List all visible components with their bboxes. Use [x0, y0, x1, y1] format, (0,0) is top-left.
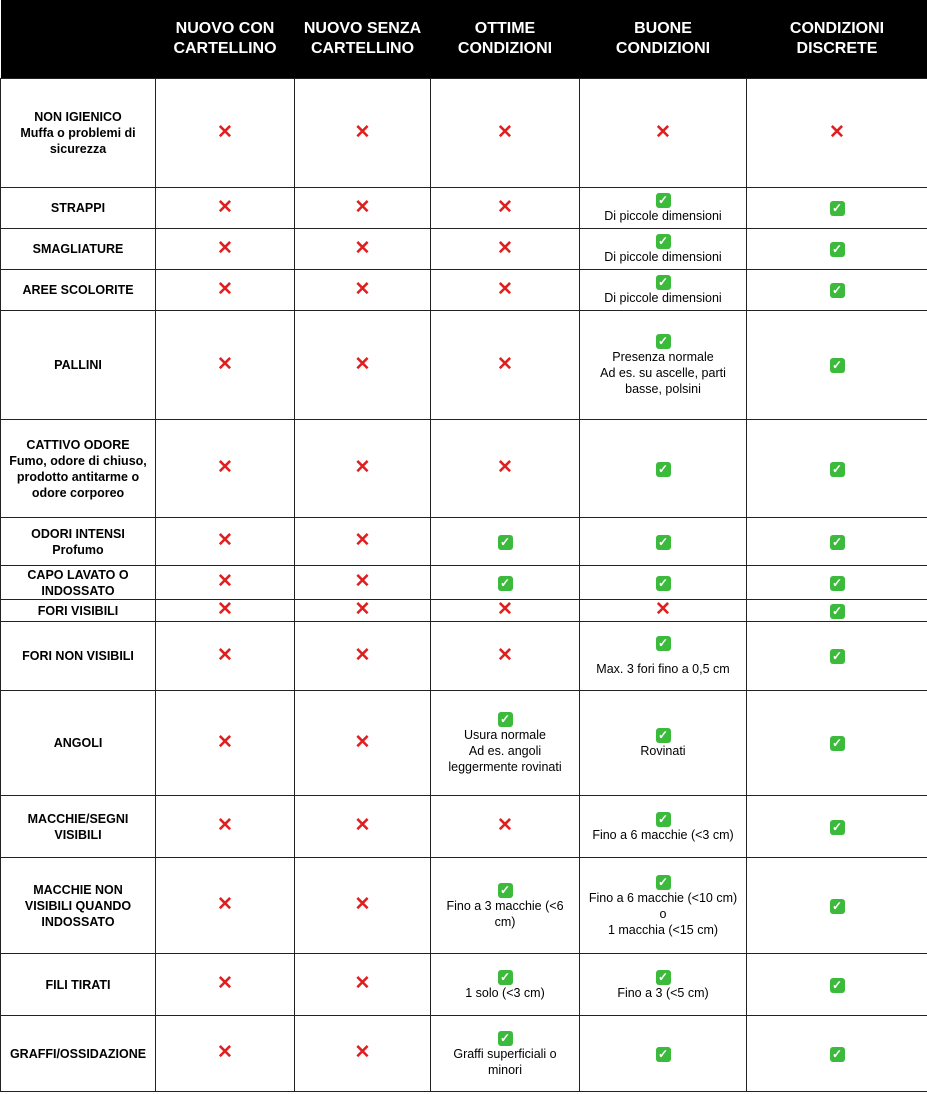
cross-mark-icon: ✕ — [655, 599, 671, 620]
table-cell — [156, 954, 295, 1016]
row-label — [1, 691, 156, 796]
table-row — [1, 518, 927, 566]
table-cell — [156, 600, 295, 622]
cross-mark-icon: ✕ — [217, 599, 233, 620]
header-row — [1, 0, 927, 79]
row-label-line: FORI VISIBILI — [37, 603, 119, 618]
row-label — [1, 796, 156, 858]
check-mark-icon: ✓ — [830, 736, 845, 751]
cross-mark-icon: ✕ — [497, 278, 513, 300]
cross-mark-icon: ✕ — [217, 196, 233, 218]
check-mark-icon: ✓ — [830, 820, 845, 835]
table-cell — [156, 188, 295, 229]
table-cell — [431, 270, 580, 311]
table-cell — [156, 858, 295, 954]
column-header — [295, 0, 431, 79]
check-mark-icon: ✓ — [656, 875, 671, 890]
cross-mark-icon: ✕ — [354, 894, 371, 915]
table-row — [1, 622, 927, 691]
table-row — [1, 691, 927, 796]
check-mark-icon: ✓ — [830, 604, 845, 619]
table-cell — [747, 518, 927, 566]
table-cell — [431, 311, 580, 420]
table-cell — [747, 79, 927, 188]
cross-mark-icon: ✕ — [217, 894, 233, 915]
table-cell — [580, 566, 747, 600]
column-header-line: CARTELLINO — [310, 40, 415, 57]
table-cell — [295, 229, 431, 270]
cell-note: Di piccole dimensioni — [604, 291, 722, 305]
table-cell — [156, 622, 295, 691]
row-label-line: FILI TIRATI — [45, 977, 111, 992]
column-header-line: BUONE — [634, 20, 692, 37]
table-cell — [580, 600, 747, 622]
cell-note: Fino a 6 macchie (<10 cm) — [588, 890, 738, 905]
table-cell — [747, 1016, 927, 1092]
cross-mark-icon: ✕ — [655, 121, 671, 143]
cross-mark-icon: ✕ — [354, 353, 371, 375]
table-cell — [747, 270, 927, 311]
cross-mark-icon: ✕ — [354, 278, 371, 300]
table-cell — [295, 796, 431, 858]
check-mark-icon: ✓ — [498, 970, 513, 985]
table-cell — [156, 566, 295, 600]
table-cell — [295, 858, 431, 954]
table-row — [1, 188, 927, 229]
row-label-line: FORI NON VISIBILI — [22, 649, 134, 663]
row-label-line: Muffa o problemi di — [20, 126, 136, 140]
cross-mark-icon: ✕ — [217, 457, 233, 478]
table-cell — [156, 79, 295, 188]
table-cell — [295, 566, 431, 600]
table-cell — [295, 622, 431, 691]
cell-note: Rovinati — [640, 744, 686, 758]
cell-note: 1 macchia (<15 cm) — [607, 922, 719, 937]
cell-note: Usura normale — [464, 728, 546, 742]
row-label — [1, 420, 156, 518]
table-cell — [156, 1016, 295, 1092]
row-label — [1, 858, 156, 954]
row-label-line: CAPO LAVATO O — [27, 567, 129, 582]
cross-mark-icon: ✕ — [497, 457, 513, 478]
table-cell — [156, 420, 295, 518]
row-label-line: SMAGLIATURE — [32, 242, 124, 256]
row-label-line: VISIBILI QUANDO — [24, 898, 132, 913]
table-cell — [580, 954, 747, 1016]
row-label-line: MACCHIE NON — [33, 882, 123, 897]
table-row — [1, 311, 927, 420]
cross-mark-icon: ✕ — [497, 644, 513, 666]
table-cell — [580, 270, 747, 311]
row-label — [1, 270, 156, 311]
check-mark-icon: ✓ — [830, 535, 845, 550]
cross-mark-icon: ✕ — [829, 121, 845, 143]
check-mark-icon: ✓ — [656, 636, 671, 651]
check-mark-icon: ✓ — [830, 242, 845, 257]
cross-mark-icon: ✕ — [354, 196, 371, 218]
table-row — [1, 600, 927, 622]
row-label — [1, 229, 156, 270]
table-cell — [295, 518, 431, 566]
column-header-line: CONDIZIONI — [615, 40, 711, 57]
cross-mark-icon: ✕ — [497, 815, 513, 836]
cell-note: cm) — [494, 914, 516, 929]
table-cell — [580, 858, 747, 954]
check-mark-icon: ✓ — [656, 970, 671, 985]
row-label-line: ANGOLI — [53, 736, 103, 750]
cross-mark-icon: ✕ — [497, 353, 513, 375]
table-row — [1, 79, 927, 188]
table-cell — [431, 229, 580, 270]
table-cell — [431, 954, 580, 1016]
row-label — [1, 1016, 156, 1092]
table-body — [1, 79, 927, 1092]
column-header-line: NUOVO CON — [175, 20, 275, 37]
table-cell — [295, 1016, 431, 1092]
cell-note: Graffi superficiali o — [453, 1046, 557, 1061]
cross-mark-icon: ✕ — [497, 196, 513, 218]
table-cell — [580, 311, 747, 420]
cross-mark-icon: ✕ — [217, 353, 233, 375]
check-mark-icon: ✓ — [656, 462, 671, 477]
table-cell — [580, 796, 747, 858]
column-header-line: DISCRETE — [796, 40, 878, 57]
cross-mark-icon: ✕ — [354, 644, 371, 666]
table-cell — [156, 518, 295, 566]
cross-mark-icon: ✕ — [217, 731, 233, 753]
table-cell — [747, 420, 927, 518]
cross-mark-icon: ✕ — [217, 237, 233, 259]
cross-mark-icon: ✕ — [354, 457, 371, 478]
cross-mark-icon: ✕ — [354, 599, 371, 620]
cell-note: Di piccole dimensioni — [604, 250, 722, 264]
cell-note: basse, polsini — [625, 382, 701, 396]
table-cell — [580, 229, 747, 270]
check-mark-icon: ✓ — [830, 462, 845, 477]
check-mark-icon: ✓ — [830, 1047, 845, 1062]
table-cell — [580, 622, 747, 691]
row-label — [1, 600, 156, 622]
table-cell — [156, 270, 295, 311]
row-label — [1, 79, 156, 188]
table-cell — [431, 188, 580, 229]
table-cell — [747, 954, 927, 1016]
table-cell — [295, 600, 431, 622]
cross-mark-icon: ✕ — [354, 237, 371, 259]
table-cell — [747, 796, 927, 858]
table-cell — [431, 566, 580, 600]
table-row — [1, 858, 927, 954]
row-label-line: NON IGIENICO — [34, 110, 122, 124]
check-mark-icon: ✓ — [830, 283, 845, 298]
check-mark-icon: ✓ — [656, 234, 671, 249]
table-row — [1, 796, 927, 858]
table-cell — [156, 229, 295, 270]
table-row — [1, 229, 927, 270]
cross-mark-icon: ✕ — [217, 973, 233, 994]
table-row — [1, 566, 927, 600]
cell-note: Ad es. angoli — [468, 744, 542, 758]
cross-mark-icon: ✕ — [217, 121, 233, 143]
check-mark-icon: ✓ — [656, 576, 671, 591]
table-cell — [431, 691, 580, 796]
check-mark-icon: ✓ — [830, 978, 845, 993]
row-label-line: MACCHIE/SEGNI — [27, 811, 129, 826]
row-label-line: STRAPPI — [50, 201, 106, 215]
table-cell — [431, 796, 580, 858]
table-cell — [431, 518, 580, 566]
table-cell — [156, 691, 295, 796]
table-cell — [580, 691, 747, 796]
check-mark-icon: ✓ — [498, 535, 513, 550]
row-label-line: CATTIVO ODORE — [26, 437, 130, 452]
row-label — [1, 188, 156, 229]
row-label — [1, 518, 156, 566]
cell-note: o — [659, 906, 667, 921]
row-label-line: GRAFFI/OSSIDAZIONE — [9, 1046, 147, 1061]
cross-mark-icon: ✕ — [354, 731, 371, 753]
check-mark-icon: ✓ — [830, 358, 845, 373]
table-row — [1, 270, 927, 311]
row-label — [1, 622, 156, 691]
cross-mark-icon: ✕ — [354, 530, 371, 551]
check-mark-icon: ✓ — [498, 712, 513, 727]
check-mark-icon: ✓ — [830, 201, 845, 216]
table-row — [1, 1016, 927, 1092]
table-cell — [747, 188, 927, 229]
check-mark-icon: ✓ — [830, 576, 845, 591]
cross-mark-icon: ✕ — [354, 1042, 371, 1063]
cell-note: Fino a 3 (<5 cm) — [617, 985, 709, 1000]
row-label-line: odore corporeo — [31, 485, 125, 500]
check-mark-icon: ✓ — [656, 1047, 671, 1062]
cross-mark-icon: ✕ — [354, 973, 371, 994]
cell-note: Ad es. su ascelle, parti — [600, 366, 726, 380]
cross-mark-icon: ✕ — [497, 237, 513, 259]
table-cell — [431, 858, 580, 954]
cross-mark-icon: ✕ — [217, 815, 233, 836]
spacer — [583, 651, 743, 661]
table-cell — [295, 420, 431, 518]
cell-note: minori — [487, 1062, 523, 1077]
table-cell — [580, 420, 747, 518]
cell-note: Fino a 3 macchie (<6 — [446, 898, 564, 913]
table-cell — [747, 622, 927, 691]
table-cell — [295, 691, 431, 796]
check-mark-icon: ✓ — [656, 334, 671, 349]
table-cell — [580, 518, 747, 566]
table-cell — [295, 270, 431, 311]
row-label-line: AREE SCOLORITE — [22, 283, 134, 297]
column-header-line: CARTELLINO — [173, 40, 277, 57]
table-cell — [747, 600, 927, 622]
row-label-line: Fumo, odore di chiuso, — [9, 453, 147, 468]
table-cell — [295, 79, 431, 188]
table-cell — [156, 311, 295, 420]
column-header — [747, 0, 927, 79]
header-empty — [1, 0, 156, 79]
cell-note: Presenza normale — [612, 350, 714, 364]
check-mark-icon: ✓ — [498, 576, 513, 591]
table-cell — [431, 600, 580, 622]
cell-note: Max. 3 fori fino a 0,5 cm — [596, 662, 730, 676]
cross-mark-icon: ✕ — [217, 644, 233, 666]
cross-mark-icon: ✕ — [497, 121, 513, 143]
table-cell — [431, 622, 580, 691]
cross-mark-icon: ✕ — [354, 815, 371, 836]
table-cell — [295, 311, 431, 420]
column-header — [580, 0, 747, 79]
check-mark-icon: ✓ — [656, 535, 671, 550]
column-header — [156, 0, 295, 79]
table-cell — [747, 858, 927, 954]
cross-mark-icon: ✕ — [217, 1042, 233, 1063]
row-label-line: INDOSSATO — [41, 914, 115, 929]
table-cell — [431, 1016, 580, 1092]
table-cell — [747, 229, 927, 270]
row-label-line: Profumo — [52, 542, 104, 557]
table-cell — [431, 79, 580, 188]
table-row — [1, 420, 927, 518]
column-header-line: OTTIME — [474, 20, 536, 37]
table-cell — [295, 188, 431, 229]
check-mark-icon: ✓ — [498, 1031, 513, 1046]
table-cell — [580, 188, 747, 229]
table-cell — [747, 311, 927, 420]
check-mark-icon: ✓ — [656, 275, 671, 290]
row-label — [1, 954, 156, 1016]
check-mark-icon: ✓ — [656, 193, 671, 208]
cell-note: 1 solo (<3 cm) — [465, 985, 545, 1000]
table-cell — [580, 1016, 747, 1092]
cross-mark-icon: ✕ — [354, 571, 371, 592]
check-mark-icon: ✓ — [830, 649, 845, 664]
cross-mark-icon: ✕ — [497, 599, 513, 620]
row-label-line: PALLINI — [54, 358, 102, 372]
check-mark-icon: ✓ — [656, 728, 671, 743]
cross-mark-icon: ✕ — [217, 530, 233, 551]
column-header-line: NUOVO SENZA — [303, 20, 422, 37]
row-label-line: VISIBILI — [54, 827, 102, 842]
cell-note: Di piccole dimensioni — [604, 209, 722, 223]
row-label-line: prodotto antitarme o — [16, 469, 140, 484]
table-cell — [156, 796, 295, 858]
table-cell — [580, 79, 747, 188]
table-row — [1, 954, 927, 1016]
column-header — [431, 0, 580, 79]
cell-note: leggermente rovinati — [448, 760, 562, 774]
cross-mark-icon: ✕ — [354, 121, 371, 143]
column-header-line: CONDIZIONI — [789, 20, 885, 37]
table-cell — [747, 566, 927, 600]
check-mark-icon: ✓ — [830, 899, 845, 914]
cross-mark-icon: ✕ — [217, 571, 233, 592]
row-label-line: sicurezza — [49, 142, 107, 156]
table-cell — [747, 691, 927, 796]
check-mark-icon: ✓ — [498, 883, 513, 898]
table-cell — [431, 420, 580, 518]
cell-note: Fino a 6 macchie (<3 cm) — [592, 827, 734, 842]
row-label-line: ODORI INTENSI — [31, 526, 125, 541]
column-header-line: CONDIZIONI — [457, 40, 553, 57]
check-mark-icon: ✓ — [656, 812, 671, 827]
row-label — [1, 311, 156, 420]
cross-mark-icon: ✕ — [217, 278, 233, 300]
table-cell — [295, 954, 431, 1016]
row-label — [1, 566, 156, 600]
row-label-line: INDOSSATO — [41, 583, 115, 598]
